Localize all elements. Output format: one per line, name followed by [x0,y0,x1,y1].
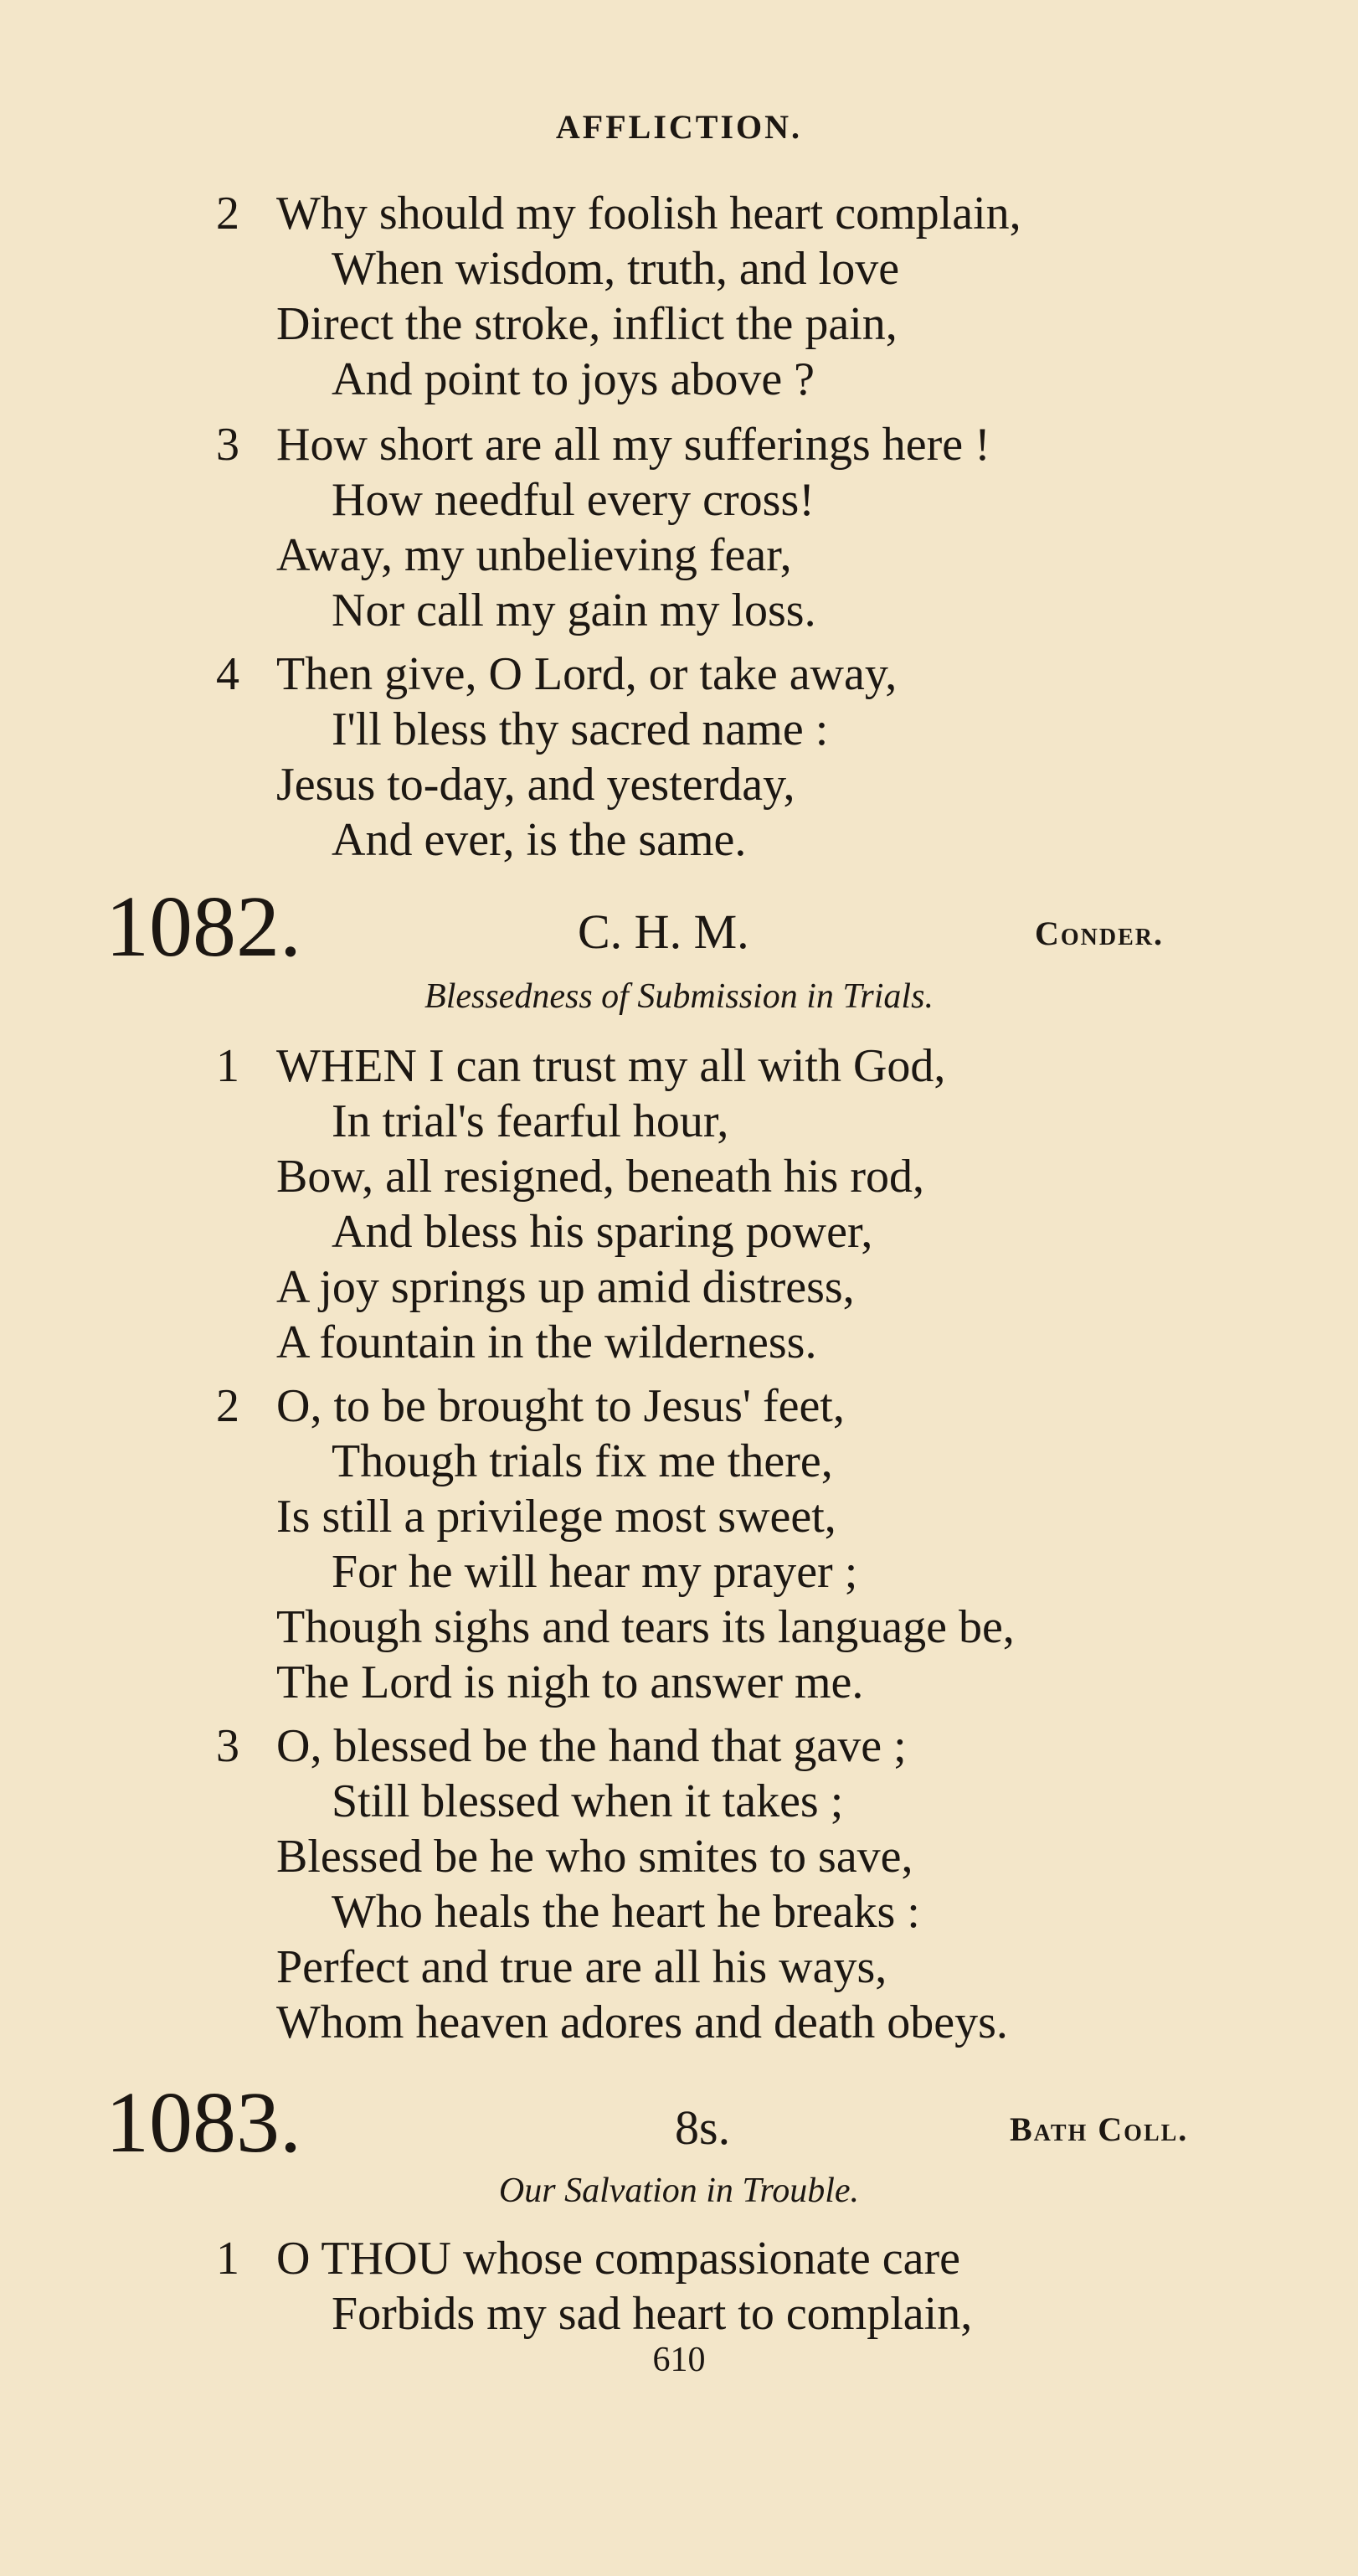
verse-line: Forbids my sad heart to complain, [332,2288,973,2340]
verse-number: 3 [216,419,239,471]
verse-line: Perfect and true are all his ways, [276,1941,887,1993]
verse-number: 1 [216,2233,239,2285]
verse-line: For he will hear my prayer ; [332,1546,858,1598]
verse-line: I'll bless thy sacred name : [332,703,829,755]
verse-line: Is still a privilege most sweet, [276,1491,836,1543]
verse-line: A fountain in the wilderness. [276,1316,817,1368]
hymn-author: Conder. [1035,914,1165,952]
verse-line: Nor call my gain my loss. [332,585,816,636]
running-head: AFFLICTION. [555,108,803,146]
verse-line: Whom heaven adores and death obeys. [276,1996,1008,2048]
verse-line: O, to be brought to Jesus' feet, [276,1380,845,1432]
verse-line: In trial's fearful hour, [332,1095,729,1147]
verse-line: Jesus to-day, and yesterday, [276,759,795,811]
hymn-number: 1083. [105,2074,301,2171]
verse-number: 2 [216,1380,239,1432]
verse-line: Still blessed when it takes ; [332,1775,844,1827]
verse-line: The Lord is nigh to answer me. [276,1656,864,1708]
verse-line: Why should my foolish heart complain, [276,188,1021,240]
verse-line: Who heals the heart he breaks : [332,1886,920,1938]
verse-line: How short are all my sufferings here ! [276,419,990,471]
verse-number: 1 [216,1040,239,1092]
verse-line: Away, my unbelieving fear, [276,529,792,581]
verse-line: And point to joys above ? [332,353,815,405]
verse-line: Though sighs and tears its language be, [276,1601,1015,1653]
verse-line: A joy springs up amid distress, [276,1261,855,1313]
verse-number: 3 [216,1720,239,1772]
hymn-author: Bath Coll. [1010,2110,1189,2148]
hymn-meter: 8s. [675,2100,731,2155]
verse-line: WHEN I can trust my all with God, [276,1040,946,1092]
hymn-number: 1082. [105,878,301,975]
page-number: 610 [652,2341,706,2379]
verse-line: And bless his sparing power, [332,1206,873,1258]
verse-number: 2 [216,188,239,240]
verse-line: Then give, O Lord, or take away, [276,648,898,700]
hymn-subtitle: Blessedness of Submission in Trials. [424,977,934,1016]
verse-number: 4 [216,648,239,700]
verse-line: Blessed be he who smites to save, [276,1831,913,1883]
verse-line: Bow, all resigned, beneath his rod, [276,1151,924,1203]
verse-line: And ever, is the same. [332,814,747,866]
verse-line: When wisdom, truth, and love [332,243,900,295]
verse-line: Though trials fix me there, [332,1435,833,1487]
hymn-meter: C. H. M. [578,904,749,959]
verse-line: Direct the stroke, inflict the pain, [276,298,898,350]
hymn-subtitle: Our Salvation in Trouble. [498,2172,860,2210]
verse-line: O THOU whose compassionate care [276,2233,960,2285]
verse-line: How needful every cross! [332,474,815,526]
verse-line: O, blessed be the hand that gave ; [276,1720,907,1772]
